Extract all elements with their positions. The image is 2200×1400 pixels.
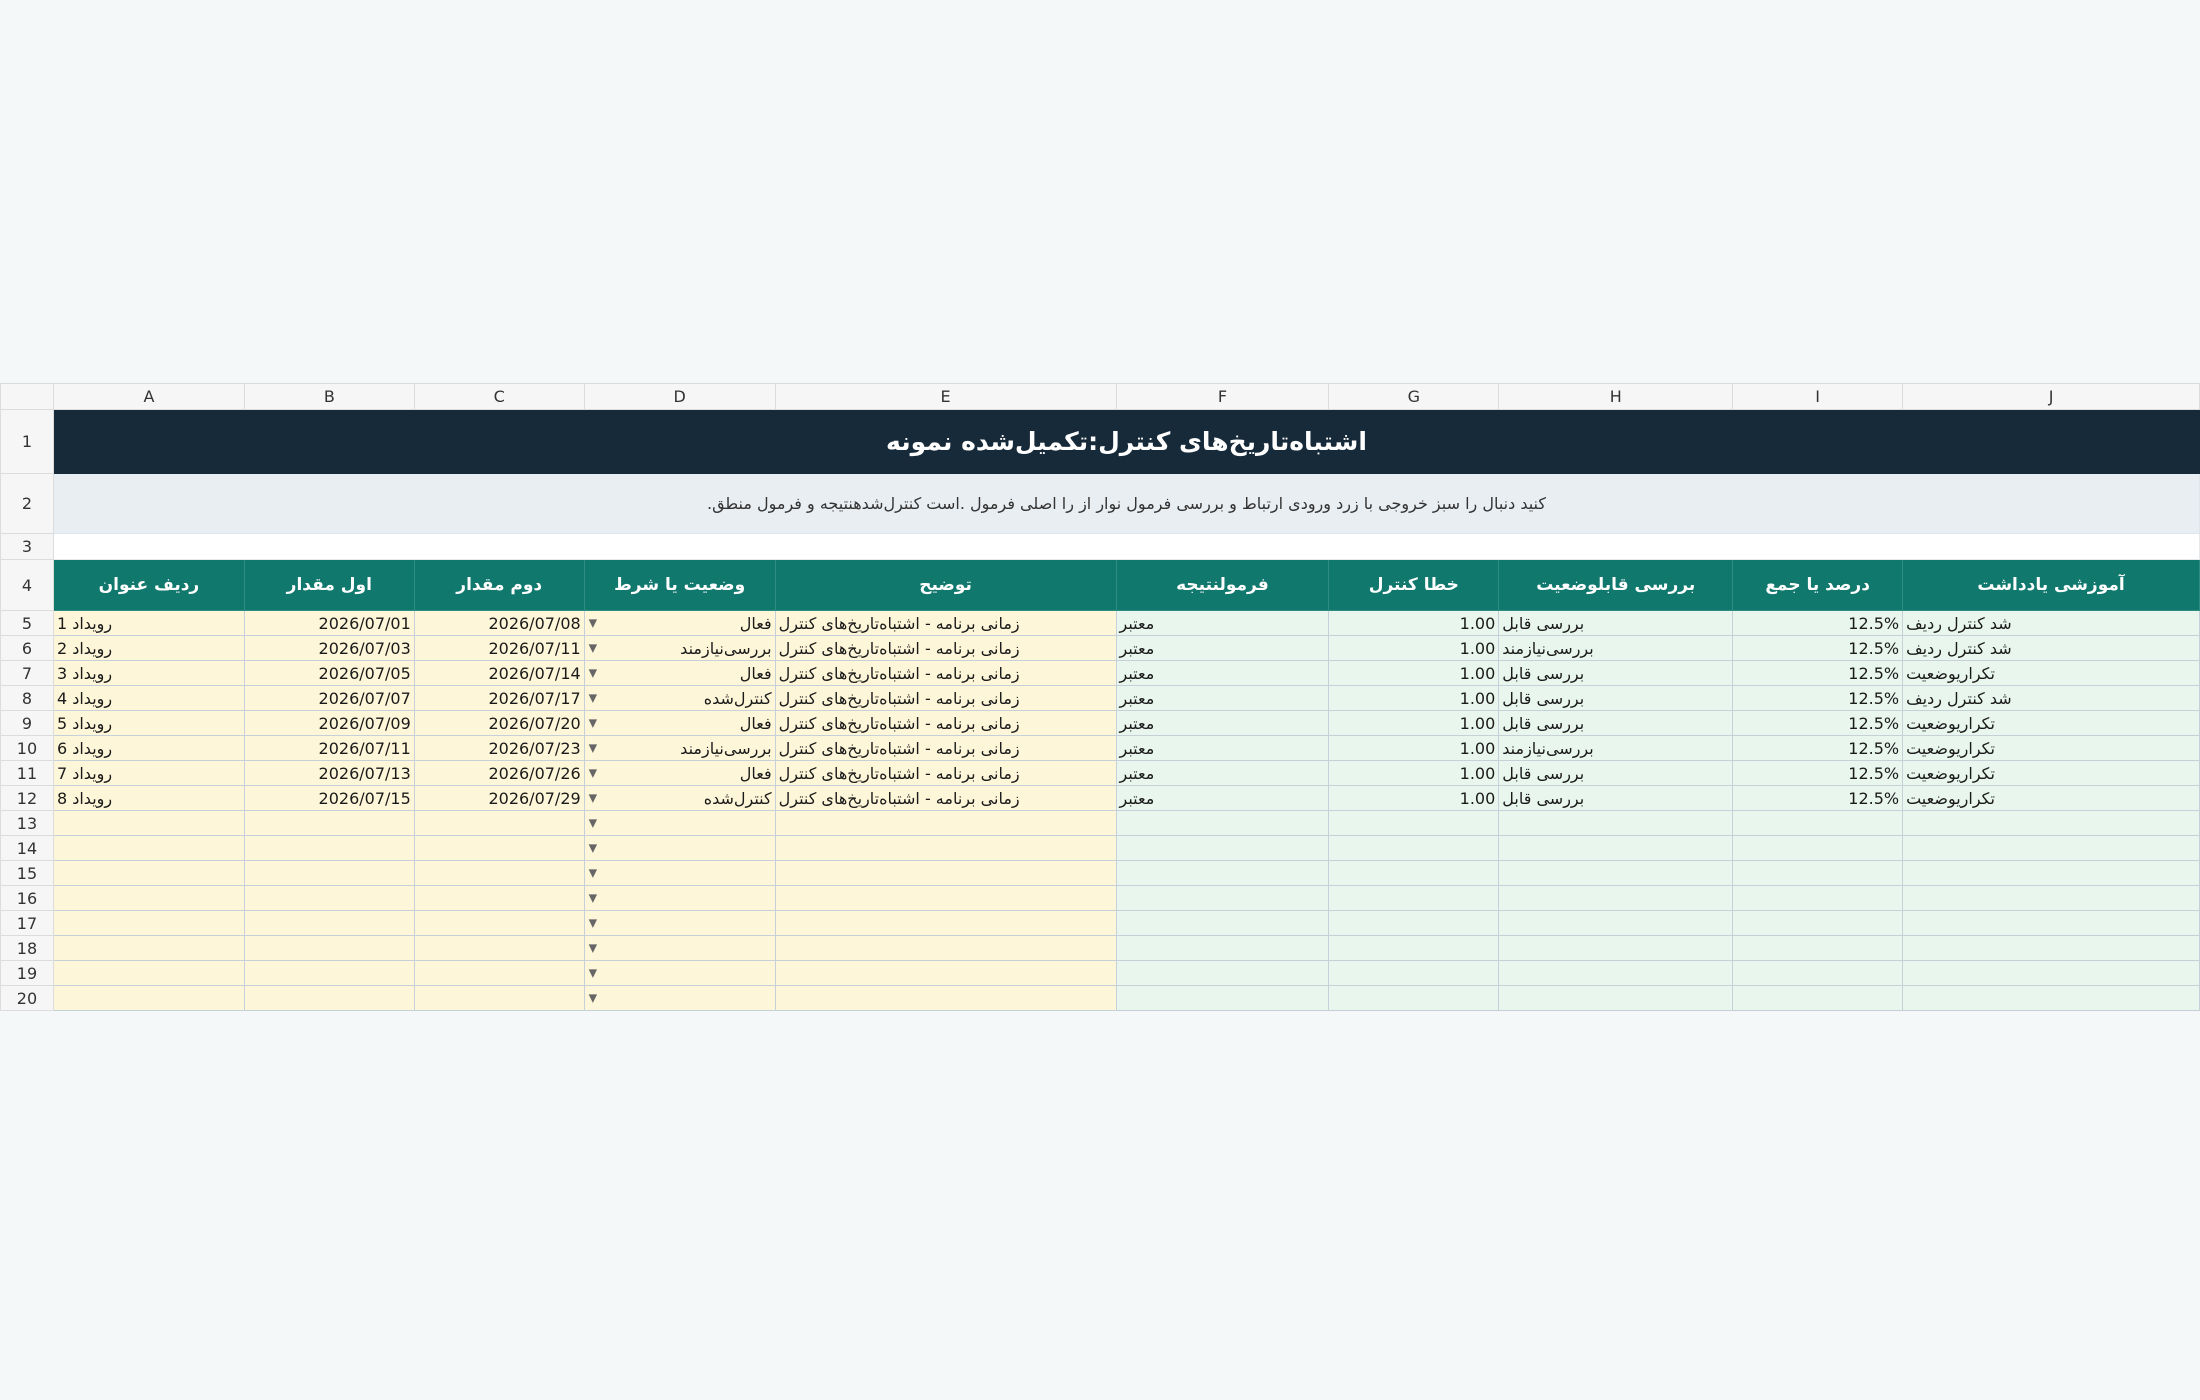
review-status-cell[interactable]: بررسی قابل xyxy=(1499,786,1733,811)
chevron-down-icon[interactable]: ▼ xyxy=(588,616,598,630)
row-header[interactable]: 14 xyxy=(1,836,54,861)
description-cell[interactable] xyxy=(775,961,1116,986)
second-value-cell[interactable]: 2026/07/26 xyxy=(414,761,584,786)
row-title-cell[interactable]: 8 رویداد xyxy=(53,786,244,811)
chevron-down-icon[interactable]: ▼ xyxy=(588,741,598,755)
percent-cell[interactable] xyxy=(1733,836,1903,861)
row-header[interactable]: 10 xyxy=(1,736,54,761)
status-dropdown[interactable] xyxy=(584,761,775,786)
description-cell[interactable]: زمانی برنامه - اشتباه‌تاریخ‌های کنترل xyxy=(775,661,1116,686)
table-row xyxy=(1,861,2200,886)
header-cell[interactable]: فرمولنتیجه xyxy=(1116,560,1329,611)
review-status-cell[interactable] xyxy=(1499,811,1733,836)
review-status-cell[interactable] xyxy=(1499,936,1733,961)
column-header-i[interactable]: I xyxy=(1733,384,1903,410)
note-cell[interactable]: شد کنترل ردیف xyxy=(1903,636,2200,661)
second-value-cell[interactable] xyxy=(414,836,584,861)
error-check-cell[interactable]: 1.00 xyxy=(1329,661,1499,686)
result-cell[interactable] xyxy=(1116,986,1329,1011)
chevron-down-icon[interactable]: ▼ xyxy=(588,766,598,780)
note-cell[interactable] xyxy=(1903,911,2200,936)
review-status-cell[interactable] xyxy=(1499,961,1733,986)
chevron-down-icon[interactable]: ▼ xyxy=(588,916,598,930)
second-value-cell[interactable]: 2026/07/11 xyxy=(414,636,584,661)
result-cell[interactable] xyxy=(1116,886,1329,911)
result-cell[interactable]: معتبر xyxy=(1116,736,1329,761)
error-check-cell[interactable] xyxy=(1329,936,1499,961)
percent-cell[interactable]: 12.5% xyxy=(1733,661,1903,686)
status-value: فعال xyxy=(739,763,772,783)
sheet-title[interactable]: اشتباه‌تاریخ‌های کنترل:تکمیل‌شده نمونه xyxy=(53,410,2199,474)
status-dropdown[interactable] xyxy=(584,836,775,861)
row-header[interactable]: 6 xyxy=(1,636,54,661)
percent-cell[interactable]: 12.5% xyxy=(1733,761,1903,786)
second-value-cell[interactable] xyxy=(414,986,584,1011)
status-dropdown[interactable] xyxy=(584,936,775,961)
note-cell[interactable]: تکراریوضعیت xyxy=(1903,761,2200,786)
percent-cell[interactable]: 12.5% xyxy=(1733,686,1903,711)
chevron-down-icon[interactable]: ▼ xyxy=(588,891,598,905)
chevron-down-icon[interactable]: ▼ xyxy=(588,816,598,830)
error-check-cell[interactable]: 1.00 xyxy=(1329,761,1499,786)
row-title-cell[interactable] xyxy=(53,861,244,886)
note-cell[interactable]: شد کنترل ردیف xyxy=(1903,611,2200,636)
first-value-cell[interactable]: 2026/07/11 xyxy=(244,736,414,761)
chevron-down-icon[interactable]: ▼ xyxy=(588,666,598,680)
review-status-cell[interactable]: بررسی‌نیازمند xyxy=(1499,636,1733,661)
select-all-corner[interactable] xyxy=(1,384,54,410)
result-cell[interactable]: معتبر xyxy=(1116,686,1329,711)
note-cell[interactable] xyxy=(1903,811,2200,836)
column-header-f[interactable]: F xyxy=(1116,384,1329,410)
status-value: بررسی‌نیازمند xyxy=(680,738,772,758)
first-value-cell[interactable] xyxy=(244,986,414,1011)
status-dropdown[interactable] xyxy=(584,736,775,761)
header-cell[interactable]: درصد یا جمع xyxy=(1733,560,1903,611)
result-cell[interactable]: معتبر xyxy=(1116,636,1329,661)
description-cell[interactable] xyxy=(775,986,1116,1011)
row-title-cell[interactable] xyxy=(53,811,244,836)
result-cell[interactable]: معتبر xyxy=(1116,611,1329,636)
first-value-cell[interactable] xyxy=(244,836,414,861)
error-check-cell[interactable] xyxy=(1329,961,1499,986)
status-dropdown[interactable] xyxy=(584,661,775,686)
second-value-cell[interactable] xyxy=(414,911,584,936)
table-row xyxy=(1,611,2200,636)
row-header[interactable]: 3 xyxy=(1,534,54,560)
second-value-cell[interactable]: 2026/07/17 xyxy=(414,686,584,711)
note-cell[interactable] xyxy=(1903,836,2200,861)
review-status-cell[interactable] xyxy=(1499,836,1733,861)
row-title-cell[interactable] xyxy=(53,911,244,936)
review-status-cell[interactable] xyxy=(1499,986,1733,1011)
percent-cell[interactable]: 12.5% xyxy=(1733,611,1903,636)
table-row xyxy=(1,636,2200,661)
result-cell[interactable] xyxy=(1116,961,1329,986)
percent-cell[interactable]: 12.5% xyxy=(1733,636,1903,661)
note-cell[interactable]: تکراریوضعیت xyxy=(1903,786,2200,811)
second-value-cell[interactable]: 2026/07/08 xyxy=(414,611,584,636)
error-check-cell[interactable] xyxy=(1329,811,1499,836)
result-cell[interactable] xyxy=(1116,861,1329,886)
result-cell[interactable] xyxy=(1116,911,1329,936)
second-value-cell[interactable]: 2026/07/14 xyxy=(414,661,584,686)
first-value-cell[interactable]: 2026/07/07 xyxy=(244,686,414,711)
result-cell[interactable] xyxy=(1116,836,1329,861)
table-row xyxy=(1,736,2200,761)
row-title-cell[interactable] xyxy=(53,986,244,1011)
error-check-cell[interactable] xyxy=(1329,836,1499,861)
table-row xyxy=(1,986,2200,1011)
table-row xyxy=(1,836,2200,861)
description-cell[interactable]: زمانی برنامه - اشتباه‌تاریخ‌های کنترل xyxy=(775,761,1116,786)
second-value-cell[interactable] xyxy=(414,886,584,911)
row-header[interactable]: 8 xyxy=(1,686,54,711)
second-value-cell[interactable] xyxy=(414,811,584,836)
note-cell[interactable]: تکراریوضعیت xyxy=(1903,711,2200,736)
note-cell[interactable]: تکراریوضعیت xyxy=(1903,736,2200,761)
header-cell[interactable]: خطا کنترل xyxy=(1329,560,1499,611)
note-cell[interactable] xyxy=(1903,961,2200,986)
column-header-h[interactable]: H xyxy=(1499,384,1733,410)
percent-cell[interactable] xyxy=(1733,986,1903,1011)
error-check-cell[interactable] xyxy=(1329,886,1499,911)
review-status-cell[interactable] xyxy=(1499,886,1733,911)
first-value-cell[interactable]: 2026/07/09 xyxy=(244,711,414,736)
blank-cell[interactable] xyxy=(53,534,2199,560)
row-header[interactable]: 11 xyxy=(1,761,54,786)
description-cell[interactable]: زمانی برنامه - اشتباه‌تاریخ‌های کنترل xyxy=(775,786,1116,811)
row-header[interactable]: 15 xyxy=(1,861,54,886)
second-value-cell[interactable]: 2026/07/23 xyxy=(414,736,584,761)
first-value-cell[interactable] xyxy=(244,886,414,911)
row-title-cell[interactable]: 7 رویداد xyxy=(53,761,244,786)
chevron-down-icon[interactable]: ▼ xyxy=(588,641,598,655)
error-check-cell[interactable] xyxy=(1329,911,1499,936)
error-check-cell[interactable] xyxy=(1329,861,1499,886)
row-title-cell[interactable] xyxy=(53,936,244,961)
note-cell[interactable]: تکراریوضعیت xyxy=(1903,661,2200,686)
percent-cell[interactable]: 12.5% xyxy=(1733,736,1903,761)
review-status-cell[interactable]: بررسی قابل xyxy=(1499,711,1733,736)
chevron-down-icon[interactable]: ▼ xyxy=(588,941,598,955)
row-header[interactable]: 7 xyxy=(1,661,54,686)
percent-cell[interactable] xyxy=(1733,861,1903,886)
percent-cell[interactable] xyxy=(1733,811,1903,836)
review-status-cell[interactable]: بررسی قابل xyxy=(1499,661,1733,686)
result-cell[interactable] xyxy=(1116,936,1329,961)
review-status-cell[interactable]: بررسی قابل xyxy=(1499,686,1733,711)
note-cell[interactable]: شد کنترل ردیف xyxy=(1903,686,2200,711)
table-row xyxy=(1,661,2200,686)
percent-cell[interactable]: 12.5% xyxy=(1733,711,1903,736)
error-check-cell[interactable]: 1.00 xyxy=(1329,711,1499,736)
column-header-d[interactable]: D xyxy=(584,384,775,410)
row-header[interactable]: 5 xyxy=(1,611,54,636)
row-title-cell[interactable] xyxy=(53,961,244,986)
first-value-cell[interactable] xyxy=(244,911,414,936)
column-header-a[interactable]: A xyxy=(53,384,244,410)
header-cell[interactable]: بررسی قابلوضعیت xyxy=(1499,560,1733,611)
row-header[interactable]: 4 xyxy=(1,560,54,611)
table-row xyxy=(1,711,2200,736)
description-cell[interactable]: زمانی برنامه - اشتباه‌تاریخ‌های کنترل xyxy=(775,736,1116,761)
status-value: بررسی‌نیازمند xyxy=(680,638,772,658)
row-header[interactable]: 13 xyxy=(1,811,54,836)
error-check-cell[interactable]: 1.00 xyxy=(1329,611,1499,636)
status-value: کنترل‌شده xyxy=(703,788,772,808)
header-cell[interactable]: آموزشی یادداشت xyxy=(1903,560,2200,611)
table-row xyxy=(1,911,2200,936)
header-cell[interactable]: اول مقدار xyxy=(244,560,414,611)
error-check-cell[interactable] xyxy=(1329,986,1499,1011)
description-cell[interactable]: زمانی برنامه - اشتباه‌تاریخ‌های کنترل xyxy=(775,686,1116,711)
row-header[interactable]: 2 xyxy=(1,474,54,534)
chevron-down-icon[interactable]: ▼ xyxy=(588,966,598,980)
description-cell[interactable]: زمانی برنامه - اشتباه‌تاریخ‌های کنترل xyxy=(775,636,1116,661)
result-cell[interactable]: معتبر xyxy=(1116,661,1329,686)
percent-cell[interactable] xyxy=(1733,886,1903,911)
row-title-cell[interactable] xyxy=(53,836,244,861)
chevron-down-icon[interactable]: ▼ xyxy=(588,691,598,705)
first-value-cell[interactable]: 2026/07/05 xyxy=(244,661,414,686)
status-value: فعال xyxy=(739,613,772,633)
column-header-j[interactable]: J xyxy=(1903,384,2200,410)
row-title-cell[interactable]: 4 رویداد xyxy=(53,686,244,711)
row-title-cell[interactable]: 1 رویداد xyxy=(53,611,244,636)
column-header-b[interactable]: B xyxy=(244,384,414,410)
second-value-cell[interactable] xyxy=(414,936,584,961)
first-value-cell[interactable]: 2026/07/13 xyxy=(244,761,414,786)
header-cell[interactable]: توضیح xyxy=(775,560,1116,611)
table-row xyxy=(1,811,2200,836)
chevron-down-icon[interactable]: ▼ xyxy=(588,991,598,1005)
second-value-cell[interactable]: 2026/07/20 xyxy=(414,711,584,736)
column-header-e[interactable]: E xyxy=(775,384,1116,410)
header-cell[interactable]: ردیف عنوان xyxy=(53,560,244,611)
table-row xyxy=(1,686,2200,711)
blank-row xyxy=(1,534,2200,560)
status-value: فعال xyxy=(739,713,772,733)
second-value-cell[interactable] xyxy=(414,961,584,986)
description-cell[interactable] xyxy=(775,836,1116,861)
description-row xyxy=(1,474,2200,534)
column-header-row xyxy=(1,384,2200,410)
percent-cell[interactable]: 12.5% xyxy=(1733,786,1903,811)
row-header[interactable]: 18 xyxy=(1,936,54,961)
column-header-c[interactable]: C xyxy=(414,384,584,410)
chevron-down-icon[interactable]: ▼ xyxy=(588,866,598,880)
row-title-cell[interactable]: 5 رویداد xyxy=(53,711,244,736)
result-cell[interactable] xyxy=(1116,811,1329,836)
review-status-cell[interactable]: بررسی‌نیازمند xyxy=(1499,736,1733,761)
row-title-cell[interactable]: 6 رویداد xyxy=(53,736,244,761)
row-header[interactable]: 1 xyxy=(1,410,54,474)
second-value-cell[interactable] xyxy=(414,861,584,886)
note-cell[interactable] xyxy=(1903,986,2200,1011)
header-cell[interactable]: دوم مقدار xyxy=(414,560,584,611)
review-status-cell[interactable]: بررسی قابل xyxy=(1499,761,1733,786)
status-dropdown[interactable] xyxy=(584,611,775,636)
status-dropdown[interactable] xyxy=(584,811,775,836)
row-title-cell[interactable]: 2 رویداد xyxy=(53,636,244,661)
status-value: کنترل‌شده xyxy=(703,688,772,708)
description-cell[interactable] xyxy=(775,911,1116,936)
first-value-cell[interactable] xyxy=(244,961,414,986)
table-row xyxy=(1,936,2200,961)
row-title-cell[interactable] xyxy=(53,886,244,911)
table-row xyxy=(1,786,2200,811)
note-cell[interactable] xyxy=(1903,886,2200,911)
description-cell[interactable] xyxy=(775,936,1116,961)
row-header[interactable]: 20 xyxy=(1,986,54,1011)
review-status-cell[interactable]: بررسی قابل xyxy=(1499,611,1733,636)
result-cell[interactable]: معتبر xyxy=(1116,711,1329,736)
error-check-cell[interactable]: 1.00 xyxy=(1329,736,1499,761)
status-dropdown[interactable] xyxy=(584,786,775,811)
review-status-cell[interactable] xyxy=(1499,861,1733,886)
description-cell[interactable] xyxy=(775,811,1116,836)
chevron-down-icon[interactable]: ▼ xyxy=(588,716,598,730)
note-cell[interactable] xyxy=(1903,936,2200,961)
first-value-cell[interactable] xyxy=(244,811,414,836)
status-dropdown[interactable] xyxy=(584,711,775,736)
status-dropdown[interactable] xyxy=(584,911,775,936)
spreadsheet-grid xyxy=(0,383,2200,1011)
description-cell[interactable]: زمانی برنامه - اشتباه‌تاریخ‌های کنترل xyxy=(775,711,1116,736)
title-row xyxy=(1,410,2200,474)
header-row xyxy=(1,560,2200,611)
review-status-cell[interactable] xyxy=(1499,911,1733,936)
status-value: فعال xyxy=(739,663,772,683)
description-cell[interactable]: زمانی برنامه - اشتباه‌تاریخ‌های کنترل xyxy=(775,611,1116,636)
description-cell[interactable] xyxy=(775,861,1116,886)
first-value-cell[interactable]: 2026/07/03 xyxy=(244,636,414,661)
error-check-cell[interactable]: 1.00 xyxy=(1329,786,1499,811)
result-cell[interactable]: معتبر xyxy=(1116,786,1329,811)
status-dropdown[interactable] xyxy=(584,861,775,886)
percent-cell[interactable] xyxy=(1733,961,1903,986)
row-header[interactable]: 17 xyxy=(1,911,54,936)
first-value-cell[interactable] xyxy=(244,936,414,961)
status-dropdown[interactable] xyxy=(584,886,775,911)
row-header[interactable]: 9 xyxy=(1,711,54,736)
row-header[interactable]: 16 xyxy=(1,886,54,911)
second-value-cell[interactable]: 2026/07/29 xyxy=(414,786,584,811)
result-cell[interactable]: معتبر xyxy=(1116,761,1329,786)
status-dropdown[interactable] xyxy=(584,961,775,986)
first-value-cell[interactable]: 2026/07/01 xyxy=(244,611,414,636)
table-row xyxy=(1,961,2200,986)
row-header[interactable]: 12 xyxy=(1,786,54,811)
column-header-g[interactable]: G xyxy=(1329,384,1499,410)
status-dropdown[interactable] xyxy=(584,986,775,1011)
first-value-cell[interactable] xyxy=(244,861,414,886)
note-cell[interactable] xyxy=(1903,861,2200,886)
error-check-cell[interactable]: 1.00 xyxy=(1329,636,1499,661)
status-dropdown[interactable] xyxy=(584,686,775,711)
percent-cell[interactable] xyxy=(1733,911,1903,936)
sheet-description[interactable]: .کنید دنبال را سبز خروجی با زرد ورودی ارتباط و بررسی فرمول نوار از را اصلی فرمول .است کنترل‌شدهنتیجه و فرمول منطق xyxy=(53,474,2199,534)
table-row xyxy=(1,761,2200,786)
status-dropdown[interactable] xyxy=(584,636,775,661)
error-check-cell[interactable]: 1.00 xyxy=(1329,686,1499,711)
table-row xyxy=(1,886,2200,911)
chevron-down-icon[interactable]: ▼ xyxy=(588,841,598,855)
row-title-cell[interactable]: 3 رویداد xyxy=(53,661,244,686)
row-header[interactable]: 19 xyxy=(1,961,54,986)
header-cell[interactable]: وضعیت یا شرط xyxy=(584,560,775,611)
chevron-down-icon[interactable]: ▼ xyxy=(588,791,598,805)
first-value-cell[interactable]: 2026/07/15 xyxy=(244,786,414,811)
percent-cell[interactable] xyxy=(1733,936,1903,961)
description-cell[interactable] xyxy=(775,886,1116,911)
